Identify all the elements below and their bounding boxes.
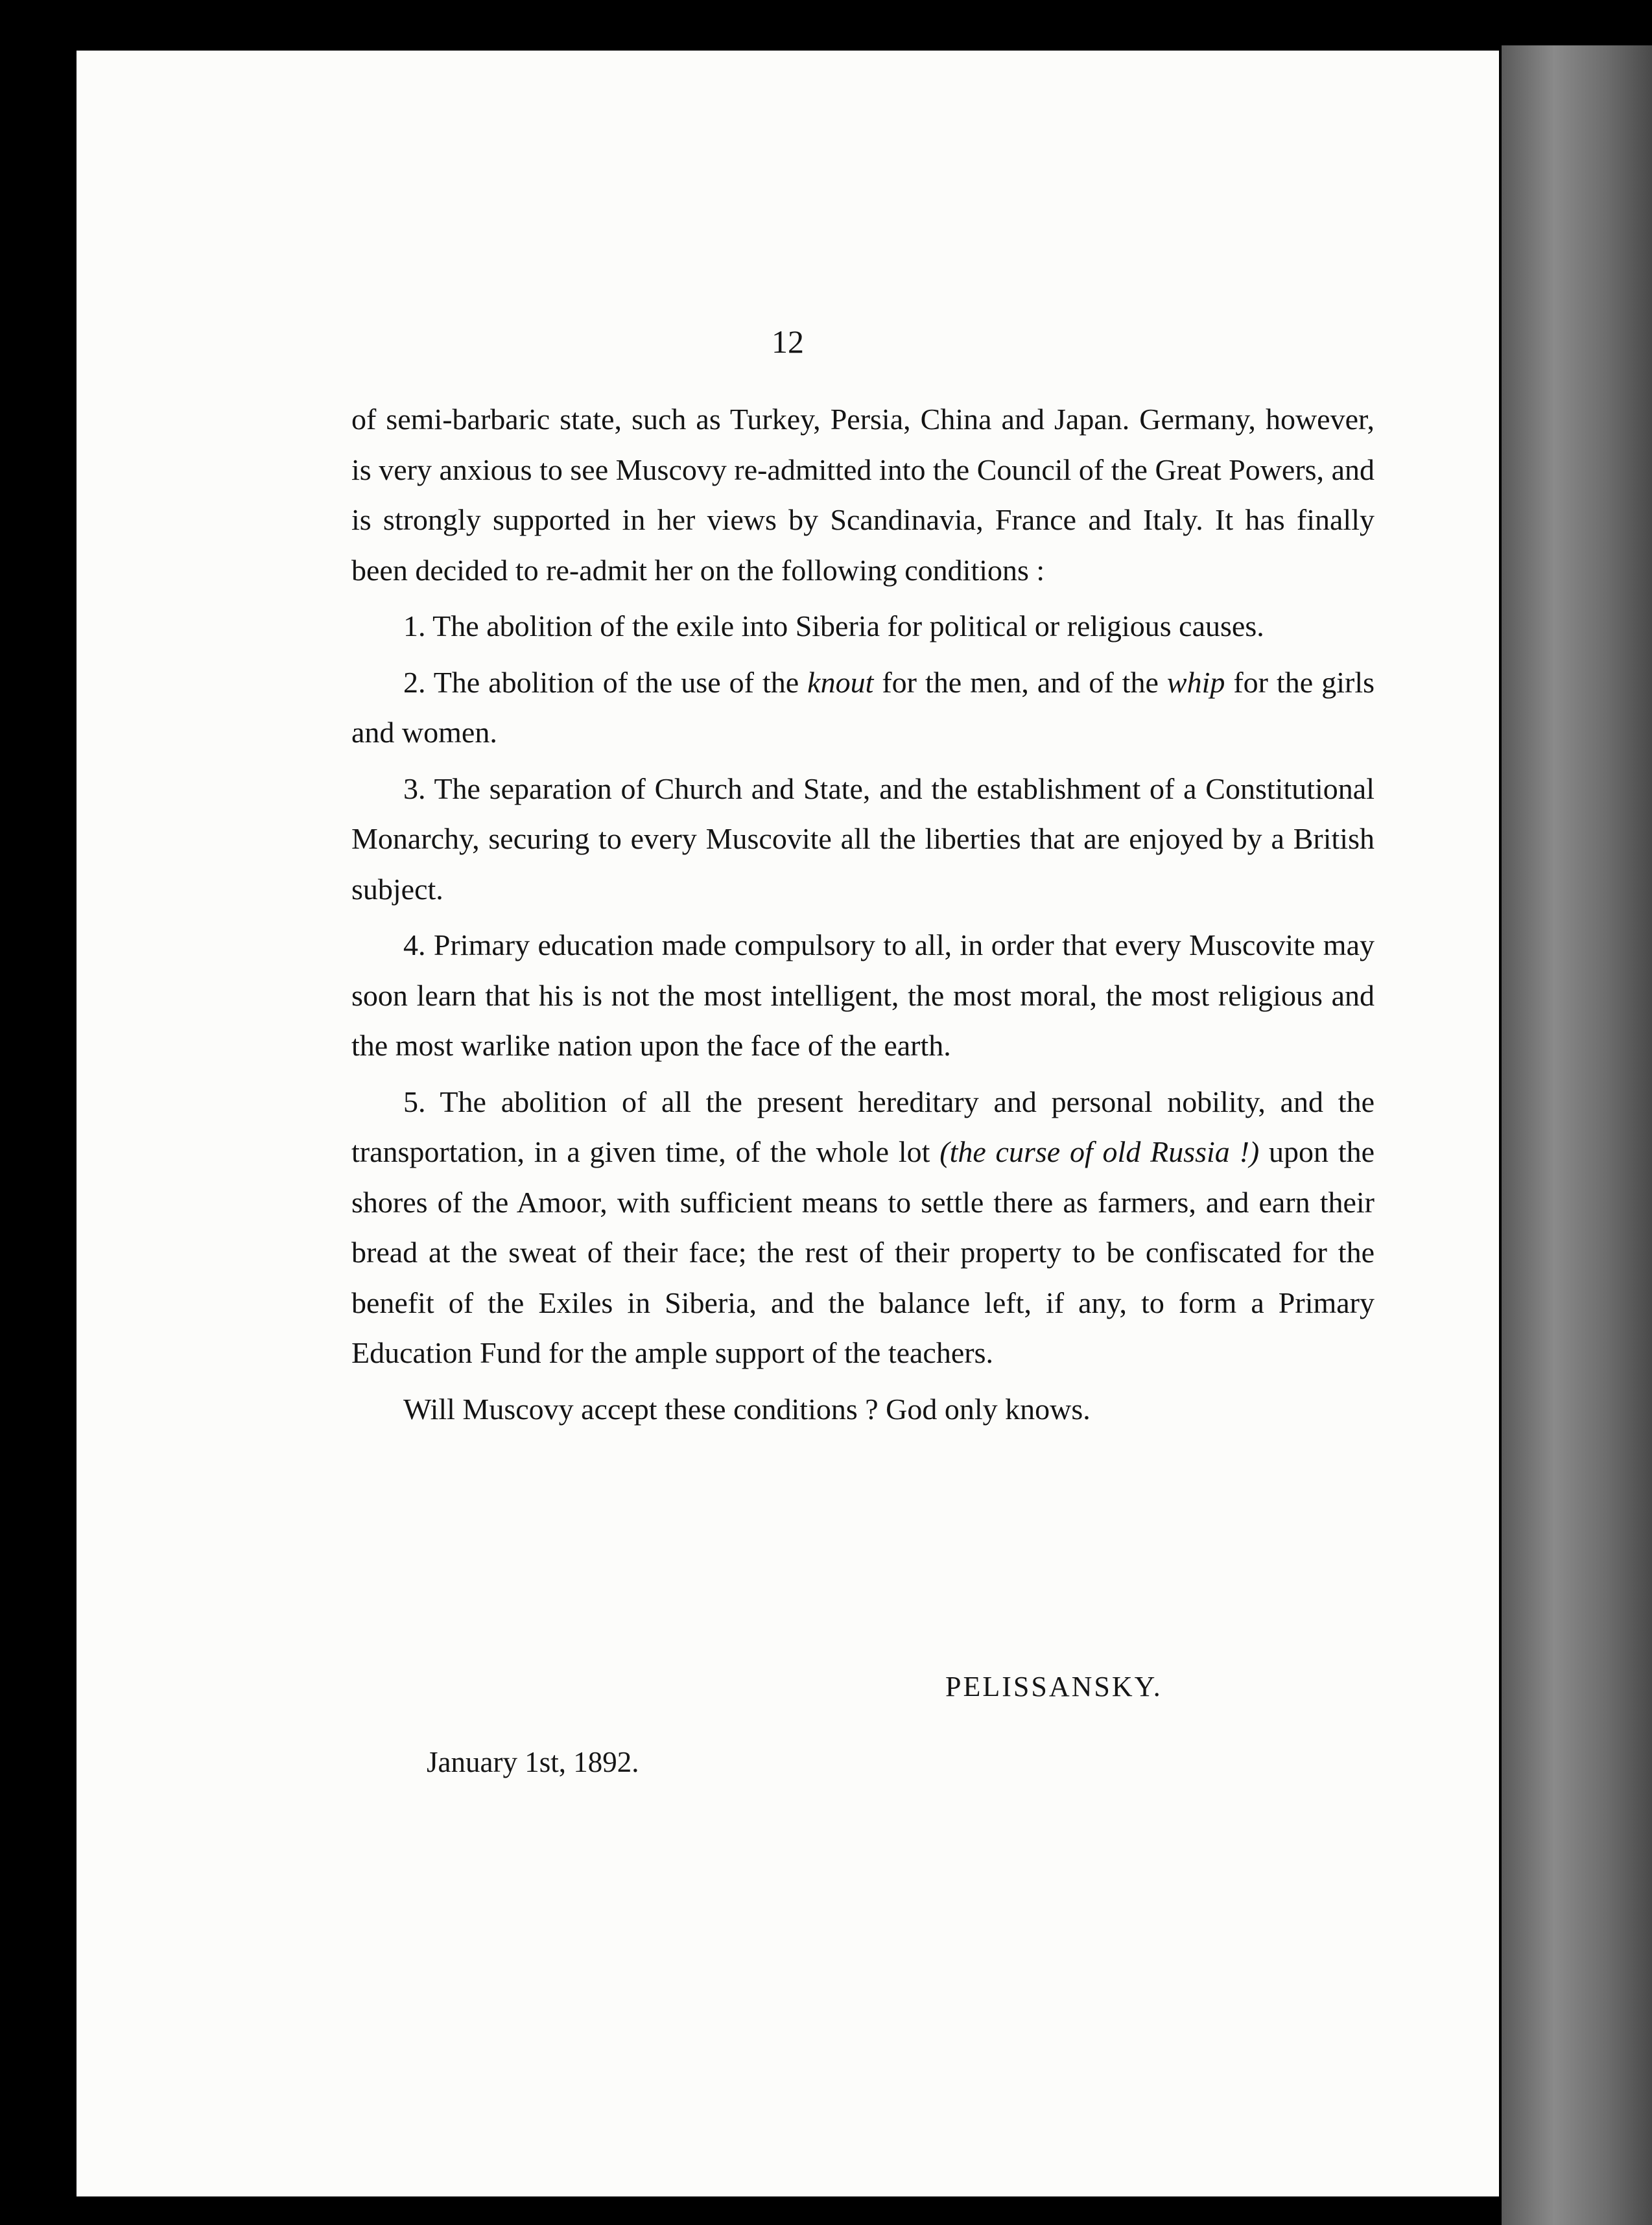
paragraph-intro: of semi-barbaric state, such as Turkey, Persia, China and Japan. Germany, however, is very anxious to see Muscovy re-admitted into the Council of the Great Powers, and is strongly supported in her views by Scandinavia, France and Italy. It has finally been decided to re-admit her on the following conditions : bbox=[351, 403, 1375, 587]
condition-text: for the men, and of the bbox=[873, 665, 1167, 699]
signature: PELISSANSKY. bbox=[945, 1671, 1162, 1702]
condition-3 bbox=[351, 764, 1375, 915]
facing-page-edge bbox=[1502, 45, 1652, 2225]
condition-number: 2. bbox=[403, 665, 426, 699]
closing-question: Will Muscovy accept these conditions ? God only knows. bbox=[403, 1392, 1091, 1426]
condition-1 bbox=[351, 601, 1375, 652]
condition-number: 4. bbox=[403, 928, 426, 961]
date-line: January 1st, 1892. bbox=[427, 1746, 639, 1778]
body-text bbox=[351, 394, 1375, 1440]
condition-text: The abolition of the use of the bbox=[433, 665, 808, 699]
italic-aside: (the curse of old Russia !) bbox=[939, 1135, 1260, 1168]
condition-text: The abolition of the exile into Siberia for political or religious causes. bbox=[432, 609, 1264, 642]
condition-2 bbox=[351, 657, 1375, 758]
condition-5 bbox=[351, 1077, 1375, 1378]
condition-number: 3. bbox=[403, 771, 426, 805]
condition-4 bbox=[351, 920, 1375, 1071]
condition-number: 1. bbox=[403, 609, 426, 642]
condition-text: Primary education made compulsory to all, in order that every Muscovite may soon learn that his is not the most intelligent, the most moral, the most religious and the most warlike nation upon the face of the earth. bbox=[351, 928, 1375, 1062]
condition-text: upon the shores of the Amoor, with sufficient means to settle there as farmers, and earn their bread at the sweat of their face; the rest of their property to be confiscated for the benefit of the Exiles in Siberia, and the balance left, if any, to form a Primary Education Fund for the ample support of the teachers. bbox=[351, 1135, 1375, 1369]
italic-term-whip: whip bbox=[1166, 665, 1225, 699]
condition-text: for the girls and women. bbox=[351, 665, 1375, 749]
page-number: 12 bbox=[772, 324, 804, 360]
italic-term-knout: knout bbox=[807, 665, 874, 699]
condition-number: 5. bbox=[403, 1085, 426, 1118]
condition-text: The abolition of all the present hereditary and personal nobility, and the transportation, in a given time, of the whole lot bbox=[351, 1085, 1375, 1168]
document-page bbox=[77, 51, 1499, 2196]
condition-text: The separation of Church and State, and the establishment of a Constitutional Monarchy, securing to every Muscovite all the liberties that are enjoyed by a British subject. bbox=[351, 771, 1375, 906]
